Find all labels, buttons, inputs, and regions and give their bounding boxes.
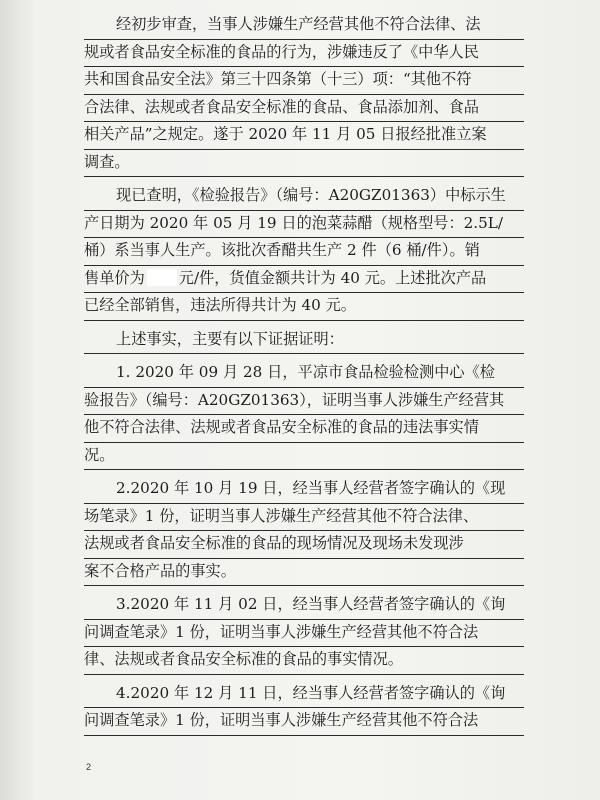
text-line: 现已查明，《检验报告》（编号：A20GZ01363）中标示生 bbox=[84, 183, 524, 211]
text-line: 上述事实，主要有以下证据证明： bbox=[84, 327, 524, 355]
text-line: 售单价为 元/件，货值金额共计为 40 元。上述批次产品 bbox=[84, 266, 524, 294]
text-line: 桶）系当事人生产。该批次香醋共生产 2 件（6 桶/件）。销 bbox=[84, 238, 524, 266]
text-line: 律、法规或者食品安全标准的食品的事实情况。 bbox=[84, 647, 524, 675]
paragraph bbox=[84, 681, 524, 736]
paragraph bbox=[84, 360, 524, 470]
text-line: 经初步审查，当事人涉嫌生产经营其他不符合法律、法 bbox=[84, 12, 524, 40]
paragraph bbox=[84, 183, 524, 321]
text-line: 调查。 bbox=[84, 150, 524, 178]
document-body bbox=[84, 12, 524, 742]
paragraph bbox=[84, 476, 524, 586]
text-line: 4.2020 年 12 月 11 日，经当事人经营者签字确认的《询 bbox=[84, 681, 524, 709]
text-line: 问调查笔录》1 份，证明当事人涉嫌生产经营其他不符合法 bbox=[84, 708, 524, 736]
page-number: 2 bbox=[86, 762, 92, 772]
text-line: 共和国食品安全法》第三十四条第（十三）项：“其他不符 bbox=[84, 67, 524, 95]
text-line: 案不合格产品的事实。 bbox=[84, 559, 524, 587]
text-line: 规或者食品安全标准的食品的行为，涉嫌违反了《中华人民 bbox=[84, 40, 524, 68]
text-line: 法规或者食品安全标准的食品的现场情况及现场未发现涉 bbox=[84, 531, 524, 559]
redacted-blank bbox=[147, 269, 177, 286]
paragraph bbox=[84, 12, 524, 177]
text-line: 问调查笔录》1 份，证明当事人涉嫌生产经营其他不符合法 bbox=[84, 620, 524, 648]
text-line: 产日期为 2020 年 05 月 19 日的泡菜蒜醋（规格型号：2.5L/ bbox=[84, 211, 524, 239]
text-line: 场笔录》1 份，证明当事人涉嫌生产经营其他不符合法律、 bbox=[84, 504, 524, 532]
text-line: 1. 2020 年 09 月 28 日，平凉市食品检验检测中心《检 bbox=[84, 360, 524, 388]
text-line: 相关产品”之规定。遂于 2020 年 11 月 05 日报经批准立案 bbox=[84, 122, 524, 150]
text-line: 况。 bbox=[84, 443, 524, 471]
text-line: 2.2020 年 10 月 19 日，经当事人经营者签字确认的《现 bbox=[84, 476, 524, 504]
text-line: 合法律、法规或者食品安全标准的食品、食品添加剂、食品 bbox=[84, 95, 524, 123]
text-line: 验报告》（编号：A20GZ01363），证明当事人涉嫌生产经营其 bbox=[84, 388, 524, 416]
paragraph bbox=[84, 327, 524, 355]
text-line: 3.2020 年 11 月 02 日，经当事人经营者签字确认的《询 bbox=[84, 592, 524, 620]
paragraph bbox=[84, 592, 524, 675]
text-line: 他不符合法律、法规或者食品安全标准的食品的违法事实情 bbox=[84, 415, 524, 443]
text-line: 已经全部销售，违法所得共计为 40 元。 bbox=[84, 293, 524, 321]
